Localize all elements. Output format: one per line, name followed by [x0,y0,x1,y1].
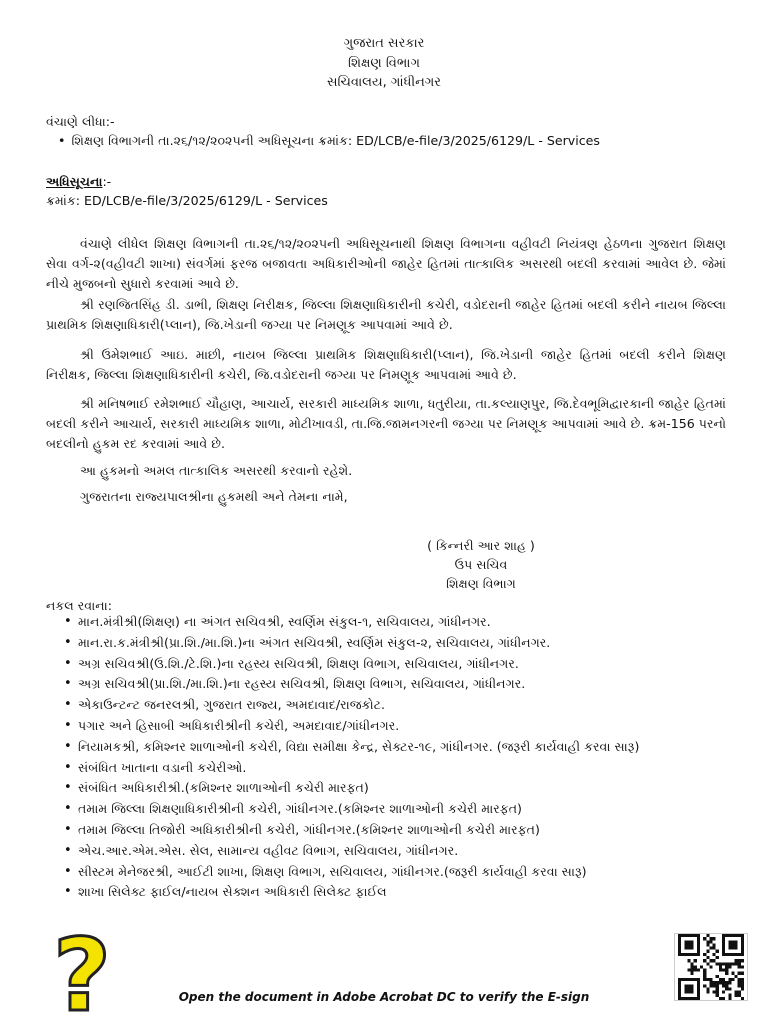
bullet-icon: • [58,133,66,148]
signatory-designation: ઉપ સચિવ [454,557,508,572]
question-mark-icon [42,928,122,1018]
list-item: • માન.મંત્રીશ્રી(શિક્ષણ) ના અંગત સચિવશ્રી, સ્વર્ણિમ સંકુલ-૧, સચિવાલય, ગાંધીનગર. [64,612,754,633]
list-item: • સીસ્ટમ મેનેજરશ્રી, આઈટી શાખા, શિક્ષણ વિભાગ, સચિવાલય, ગાંધીનગર.(જરૂરી કાર્યવાહી કરવા સારૂ) [64,862,754,883]
read-reference [58,133,748,149]
body-paragraph-3: શ્રી ઉમેશભાઈ આઇ. માછી, નાયબ જિલ્લા પ્રાથમિક શિક્ષણાધિકારી(પ્લાન), જિ.ખેડાની જાહેર હિતમાં બદલી કરીને શિક્ષણ નિરીક્ષક, જિલ્લા શિક્ષણાધિકારીની કચેરી, જિ.વડોદરાની જગ્યા પર નિમણૂક આપવામાં આવે છે. [46,347,726,382]
read-reference-text: શિક્ષણ વિભાગની તા.૨૬/૧૨/૨૦૨૫ની અધિસૂચના ક્રમાંક: ED/LCB/e-file/3/2025/6129/L - Services [71,133,600,148]
list-item: • તમામ જિલ્લા શિક્ષણાધિકારીશ્રીની કચેરી, ગાંધીનગર.(કમિશ્નર શાળાઓની કચેરી મારફત) [64,799,754,820]
body-paragraph-6: ગુજરાતના રાજ્યપાલશ્રીના હુકમથી અને તેમના નામે, [80,489,348,504]
list-item: • એચ.આર.એમ.એસ. સેલ, સામાન્ય વહીવટ વિભાગ, સચિવાલય, ગાંધીનગર. [64,841,754,862]
notification-label: અધિસૂચના [46,174,103,189]
list-item: • એકાઉન્ટન્ટ જનરલશ્રી, ગુજરાત રાજ્ય, અમદાવાદ/રાજકોટ. [64,695,754,716]
body-paragraph-4: શ્રી મનિષભાઈ રમેશભાઈ ચૌહાણ, આચાર્ય, સરકારી માધ્યમિક શાળા, ધતુરીયા, તા.કલ્યાણપુર, જિ.દેવભૂમિદ્વારકાની જાહેર હિતમાં બદલી કરીને આચાર્ય, સરકારી માધ્યમિક શાળા, મોટીખાવડી, તા.જિ.જામનગરની જગ્યા પર નિમણૂક આપવામાં આવે છે. ક્રમ-156 પરનો બદલીનો હુકમ રદ કરવામાં આવે છે. [46,396,726,451]
svg-text:?: ? [52,928,112,1018]
signatory-name: ( કિન્નરી આર શાહ ) [427,538,535,553]
header-location: સચિવાલય, ગાંધીનગર [327,75,441,90]
list-item: • પગાર અને હિસાબી અધિકારીશ્રીની કચેરી, અમદાવાદ/ગાંધીનગર. [64,716,754,737]
list-item: • અગ્ર સચિવશ્રી(ઉ.શિ./ટે.શિ.)ના રહસ્ય સચિવશ્રી, શિક્ષણ વિભાગ, સચિવાલય, ગાંધીનગર. [64,654,754,675]
list-item: • અગ્ર સચિવશ્રી(પ્રા.શિ./મા.શિ.)ના રહસ્ય સચિવશ્રી, શિક્ષણ વિભાગ, સચિવાલય, ગાંધીનગર. [64,674,754,695]
list-item: • તમામ જિલ્લા તિજોરી અધિકારીશ્રીની કચેરી, ગાંધીનગર.(કમિશ્નર શાળાઓની કચેરી મારફત) [64,820,754,841]
list-item: • શાખા સિલેક્ટ ફાઈલ/નાયબ સેક્શન અધિકારી સિલેક્ટ ફાઈલ [64,882,754,903]
list-item: • સંબંધિત અધિકારીશ્રી.(કમિશ્નર શાળાઓની કચેરી મારફત) [64,778,754,799]
read-label: વંચાણે લીધા:- [46,114,115,129]
header-department: શિક્ષણ વિભાગ [348,56,420,71]
notification-label-suffix: :- [102,174,112,189]
body-paragraph-5: આ હુકમનો અમલ તાત્કાલિક અસરથી કરવાનો રહેશે. [80,463,353,478]
list-item: • માન.રા.ક.મંત્રીશ્રી(પ્રા.શિ./મા.શિ.)ના અંગત સચિવશ્રી, સ્વર્ણિમ સંકુલ-૨, સચિવાલય, ગાંધીનગર. [64,633,754,654]
notification-heading [46,174,111,190]
header-government: ગુજરાત સરકાર [343,36,425,51]
body-paragraph-1: વંચાણે લીધેલ શિક્ષણ વિભાગની તા.૨૬/૧૨/૨૦૨૫ની અધિસૂચનાથી શિક્ષણ વિભાગના વહીવટી નિયંત્રણ હેઠળના ગુજરાત શિક્ષણ સેવા વર્ગ-૨(વહીવટી શાખા) સંવર્ગમાં ફરજ બજાવતા અધિકારીઓની જાહેર હિતમાં તાત્કાલિક અસરથી બદલી કરવામાં આવેલ છે. જેમાં નીચે મુજબનો સુધારો કરવામાં આવે છે. [46,236,727,291]
body-paragraph-2: શ્રી રણજિતસિંહ ડી. ડાભી, શિક્ષણ નિરીક્ષક, જિલ્લા શિક્ષણાધિકારીની કચેરી, વડોદરાની જાહેર હિતમાં બદલી કરીને નાયબ જિલ્લા પ્રાથમિક શિક્ષણાધિકારી(પ્લાન), જિ.ખેડાની જગ્યા પર નિમણૂક આપવામાં આવે છે. [46,297,726,332]
esign-verification-note: Open the document in Adobe Acrobat DC to verify the E-sign [178,990,590,1004]
copies-label: નકલ રવાના: [46,598,112,613]
signatory-department: શિક્ષણ વિભાગ [446,576,516,591]
copies-list [64,612,754,903]
list-item: • નિયામકશ્રી, કમિશ્નર શાળાઓની કચેરી, વિદ્યા સમીક્ષા કેન્દ્ર, સેક્ટર-૧૯, ગાંધીનગર. (જરૂરી કાર્યવાહી કરવા સારૂ) [64,737,754,758]
notification-number: ક્રમાંક: ED/LCB/e-file/3/2025/6129/L - Services [46,193,328,208]
list-item: • સંબંધિત ખાતાના વડાની કચેરીઓ. [64,758,754,779]
